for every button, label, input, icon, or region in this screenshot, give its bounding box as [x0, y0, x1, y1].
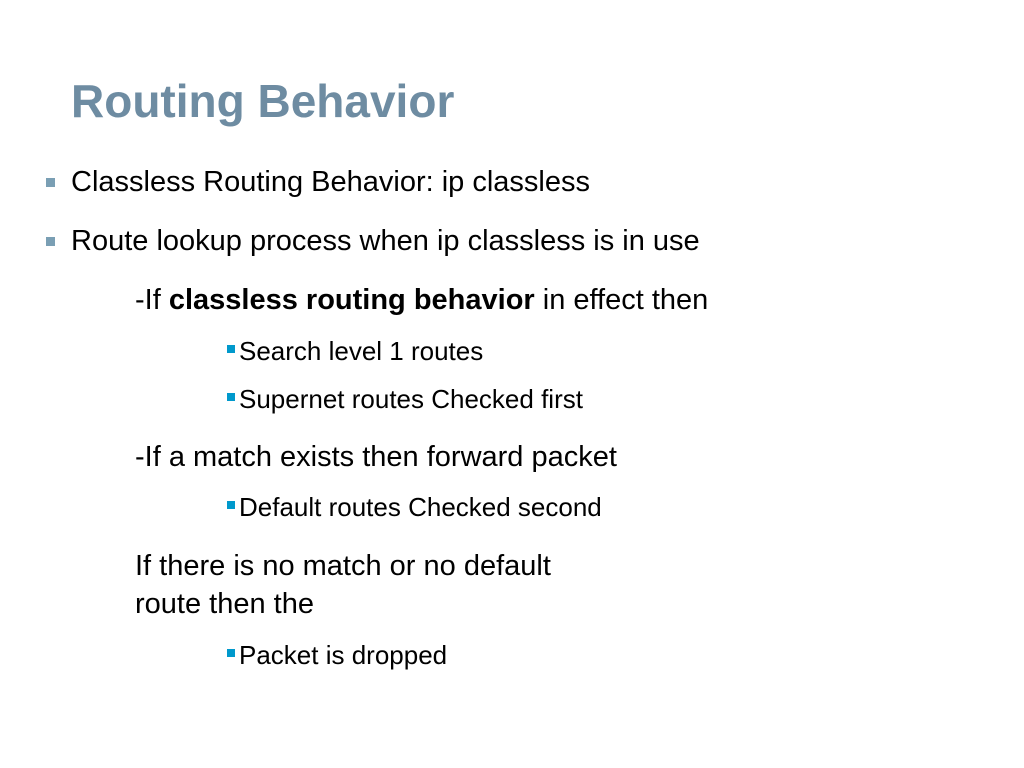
step-bold-term: classless routing behavior [168, 284, 535, 316]
square-bullet-icon [227, 649, 235, 657]
step-match-exists: -If a match exists then forward packet [135, 441, 617, 473]
step-no-match-line2: route then the [135, 588, 314, 620]
square-bullet-icon [227, 501, 235, 509]
step-classless-condition [135, 281, 708, 319]
sub-bullet-text: Default routes Checked second [239, 492, 602, 522]
square-bullet-icon [46, 237, 55, 246]
step-no-match [135, 547, 551, 623]
step-prefix: -If [135, 284, 169, 316]
bullet-text: Route lookup process when ip classless is in use [71, 225, 700, 257]
step-suffix: in effect then [534, 284, 709, 316]
sub-bullet-text: Search level 1 routes [239, 336, 484, 366]
bullet-text: Classless Routing Behavior: ip classless [71, 166, 590, 198]
step-no-match-line1: If there is no match or no default [135, 550, 551, 582]
square-bullet-icon [227, 393, 235, 401]
square-bullet-icon [227, 345, 235, 353]
sub-bullet-text: Packet is dropped [239, 640, 448, 670]
slide-title: Routing Behavior [71, 75, 455, 127]
square-bullet-icon [46, 178, 55, 187]
sub-bullet-text: Supernet routes Checked first [239, 384, 583, 414]
